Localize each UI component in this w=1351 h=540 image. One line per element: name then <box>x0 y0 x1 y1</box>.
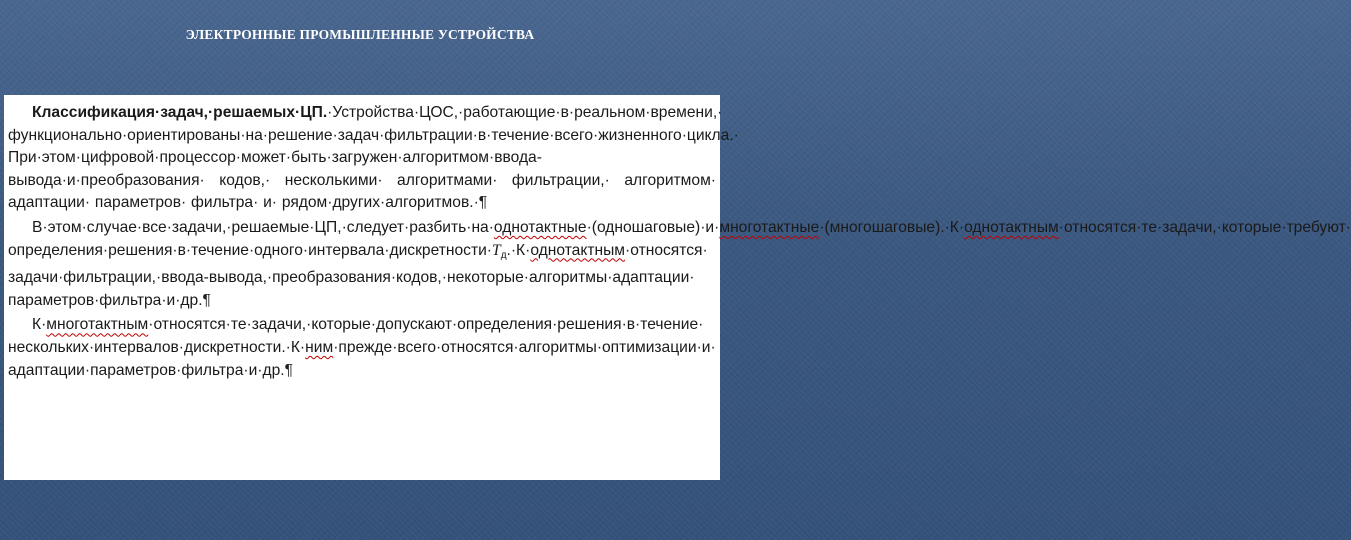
text-run: ·(одношаговые)·и· <box>586 218 720 236</box>
text-run: ·относятся·те·задачи,·которые·допускают·определения·решения·в·течение· нескольких·интервалов·дискретности.·К· <box>8 316 704 356</box>
paragraph-body: ·Устройства·ЦОС,·работающие·в·реальном·времени,· функционально·ориентированы·на·решение·задач·фильтрации·в·течение·всего·жизненного·цикла.· При·этом·цифровой·процессор·может·быть·загружен·алгоритмом·ввода-вывода·и·преобразования· кодов,· несколькими· алгоритмами· фильтрации,· алгоритмом· адаптации· параметров· фильтра· и· рядом·других·алгоритмов.· <box>8 104 739 212</box>
text-run: В·этом·случае·все·задачи,·решаемые·ЦП,·следует·разбить·на· <box>32 218 494 236</box>
text-run: К· <box>32 316 47 334</box>
term-one-step: однотактные <box>493 218 587 236</box>
pilcrow-mark: ¶ <box>202 291 211 309</box>
term-one-step: однотактным <box>964 218 1059 236</box>
text-run: .·К· <box>506 241 531 259</box>
term-multi-step: многотактные <box>719 218 820 236</box>
slide-title: ЭЛЕКТРОННЫЕ ПРОМЫШЛЕННЫЕ УСТРОЙСТВА <box>185 27 535 42</box>
term-them: ним <box>305 338 334 356</box>
document-text <box>8 102 1351 382</box>
text-run: ·относятся· задачи·фильтрации,·ввода-вывода,·преобразования·кодов,·некоторые·алгоритмы·адаптации· параметров·фильтра·и·др. <box>8 241 708 309</box>
text-run: ·относятся·те·задачи,·которые·требуют· определения·решения·в·течение·одного·интервала·дискретности· <box>8 218 1351 259</box>
paragraph-lead: Классификация·задач,·решаемых·ЦП. <box>32 104 328 121</box>
pilcrow-mark: ¶ <box>284 361 293 379</box>
text-run: ·(многошаговые).·К· <box>819 218 965 236</box>
sampling-interval-subscript: д <box>500 249 507 261</box>
document-scan <box>4 95 1351 480</box>
paragraph-task-types <box>8 217 1351 312</box>
sampling-interval-symbol: T <box>492 241 501 259</box>
pilcrow-mark: ¶ <box>478 194 488 212</box>
term-multi-step: многотактным <box>46 316 149 334</box>
text-run: ·прежде·всего·относятся·алгоритмы·оптимизации·и· адаптации·параметров·фильтра·и·др. <box>8 338 716 379</box>
term-one-step: однотактным <box>530 241 626 259</box>
paragraph-classification <box>8 102 739 215</box>
paragraph-multi-step <box>8 314 716 382</box>
